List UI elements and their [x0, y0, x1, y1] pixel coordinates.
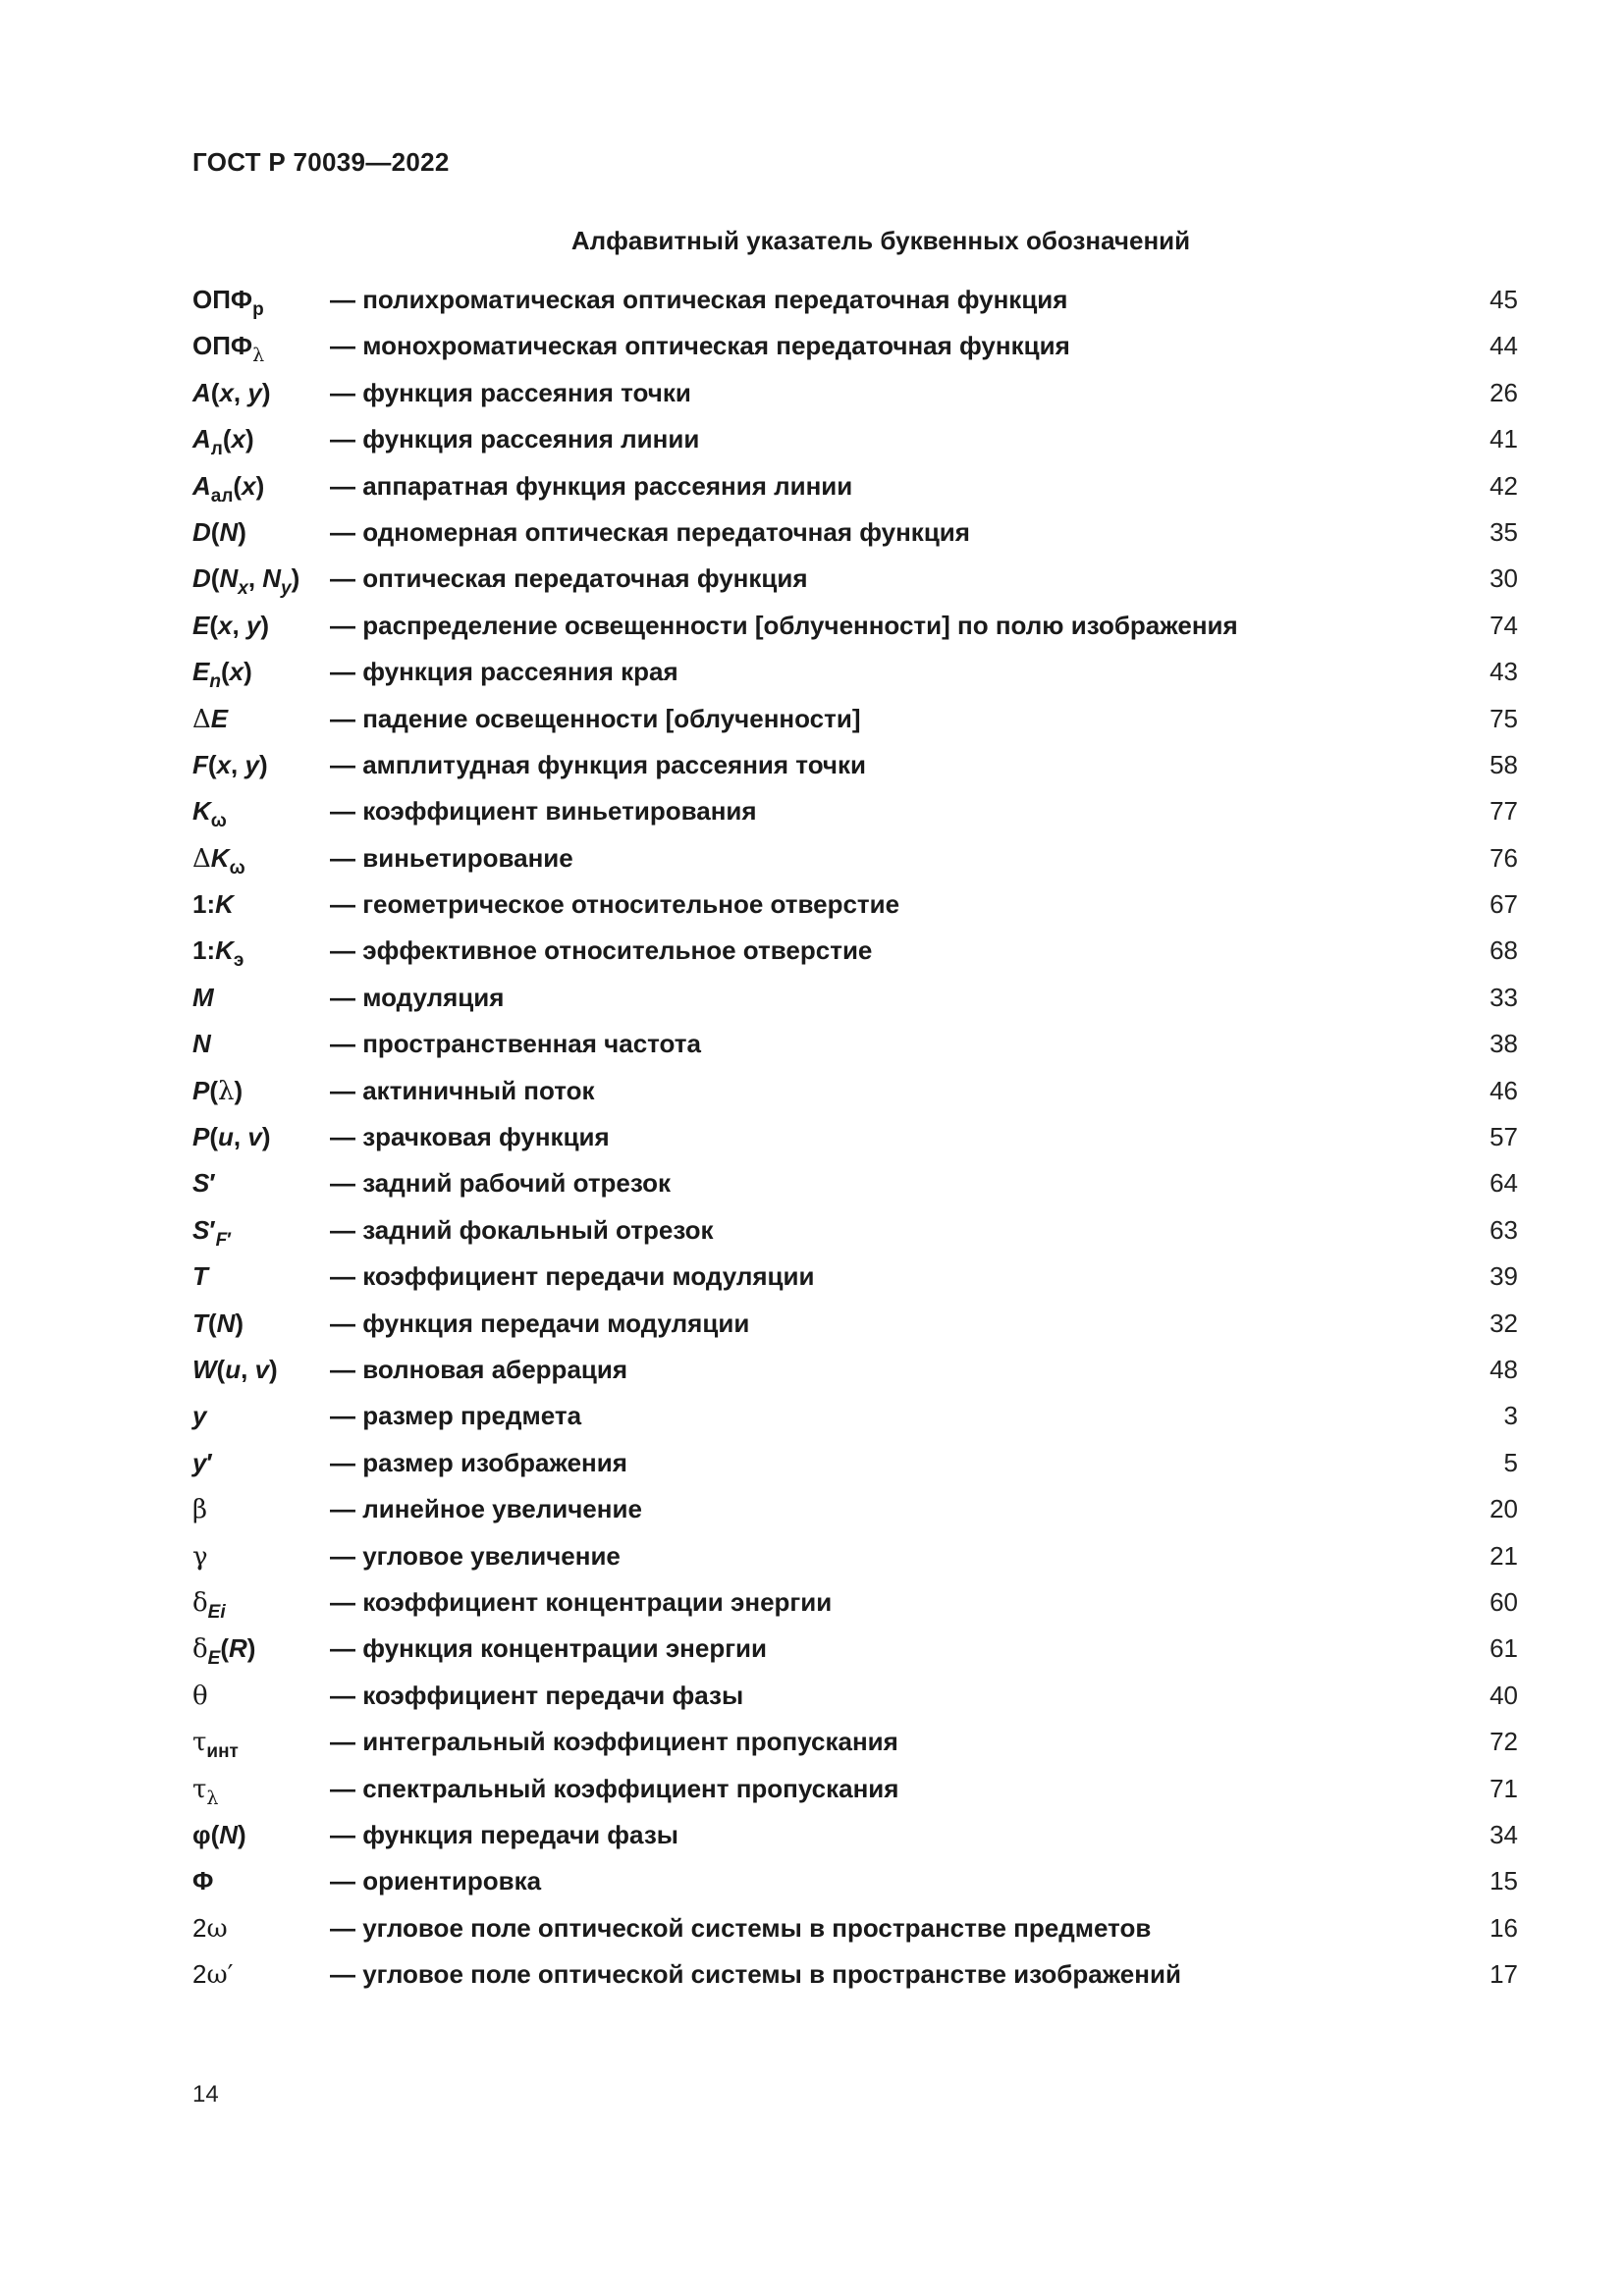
page-ref: 61: [1489, 1633, 1518, 1664]
list-item: [192, 793, 1518, 839]
list-item: [192, 1026, 1518, 1072]
description: — полихроматическая оптическая передаточная функция: [330, 285, 1068, 314]
page-ref: 3: [1503, 1401, 1518, 1431]
description: — размер предмета: [330, 1401, 582, 1431]
page-ref: 20: [1489, 1494, 1518, 1524]
list-item: [192, 886, 1518, 933]
list-item: [192, 1398, 1518, 1444]
page-ref: 48: [1489, 1354, 1518, 1384]
symbol: $\tau_\lambda$: [192, 1774, 219, 1809]
symbol: $S'_{F'}$: [192, 1214, 232, 1251]
symbol: Φ: [192, 1866, 214, 1896]
symbol: ΔE: [192, 703, 229, 734]
description: — функция рассеяния линии: [330, 424, 700, 454]
description: — волновая аберрация: [330, 1354, 628, 1384]
list-item: [192, 840, 1518, 886]
document-header: ГОСТ Р 70039—2022: [192, 147, 450, 177]
description: — эффективное относительное отверстие: [330, 935, 873, 966]
description: — оптическая передаточная функция: [330, 563, 808, 594]
symbol: $\delta_{Ei}$: [192, 1587, 226, 1623]
page-ref: 74: [1489, 610, 1518, 640]
description: — функция передачи модуляции: [330, 1308, 750, 1338]
page-ref: 71: [1489, 1773, 1518, 1803]
symbol: $D(N_x$, $N_y$): [192, 563, 300, 600]
symbol: γ: [192, 1541, 208, 1572]
list-item: [192, 1306, 1518, 1352]
symbol: β: [192, 1495, 208, 1525]
page-ref: 76: [1489, 842, 1518, 873]
list-item: [192, 1817, 1518, 1863]
list-item: [192, 1584, 1518, 1630]
symbol: $K_\omega$: [192, 796, 227, 832]
list-item: [192, 1073, 1518, 1119]
symbol: N: [192, 1029, 211, 1059]
page-ref: 41: [1489, 424, 1518, 454]
symbol: A(x, y): [192, 377, 271, 407]
page-number: 14: [192, 2081, 219, 2108]
description: — функция рассеяния края: [330, 657, 678, 687]
page-ref: 15: [1489, 1866, 1518, 1896]
description: — пространственная частота: [330, 1029, 701, 1059]
symbol: φ(N): [192, 1819, 246, 1849]
page-ref: 75: [1489, 703, 1518, 733]
symbol: T(N): [192, 1308, 244, 1338]
list-item: [192, 561, 1518, 607]
page-ref: 77: [1489, 796, 1518, 827]
list-item: [192, 1119, 1518, 1165]
symbol: F(x, y): [192, 749, 268, 779]
symbol: 2ω: [192, 1912, 228, 1944]
list-item: [192, 1724, 1518, 1770]
description: — коэффициент передачи фазы: [330, 1680, 744, 1710]
symbol: y′: [192, 1447, 213, 1477]
list-item: [192, 1352, 1518, 1398]
page-ref: 45: [1489, 285, 1518, 314]
description: — падение освещенности [облученности]: [330, 703, 861, 733]
symbol: D(N): [192, 516, 246, 547]
page-ref: 63: [1489, 1214, 1518, 1245]
list-item: [192, 375, 1518, 421]
symbol: $E_n(x)$: [192, 657, 252, 693]
list-item: [192, 701, 1518, 747]
description: — распределение освещенности [облученности] по полю изображения: [330, 610, 1238, 640]
page-ref: 72: [1489, 1727, 1518, 1757]
symbol: $ОПФ_p$: [192, 285, 264, 320]
page-ref: 38: [1489, 1029, 1518, 1059]
symbol: $ОПФ_\lambda$: [192, 331, 265, 367]
symbol: $A_{ал}(x)$: [192, 470, 265, 507]
list-item: [192, 1491, 1518, 1537]
list-item: [192, 980, 1518, 1026]
symbol: E(x, y): [192, 610, 270, 640]
page-ref: 26: [1489, 377, 1518, 407]
page-ref: 32: [1489, 1308, 1518, 1338]
page-ref: 17: [1489, 1959, 1518, 1990]
symbol: T: [192, 1261, 208, 1292]
description: — одномерная оптическая передаточная функция: [330, 516, 970, 547]
page-ref: 64: [1489, 1168, 1518, 1199]
page-ref: 40: [1489, 1680, 1518, 1710]
description: — задний фокальный отрезок: [330, 1214, 714, 1245]
list-item: [192, 1445, 1518, 1491]
list-item: [192, 1258, 1518, 1305]
symbol: 2ω′: [192, 1959, 234, 1991]
list-item: [192, 1863, 1518, 1909]
description: — аппаратная функция рассеяния линии: [330, 470, 853, 501]
symbol: $\tau_{инт}$: [192, 1728, 239, 1763]
page-ref: 5: [1503, 1447, 1518, 1477]
page-ref: 67: [1489, 889, 1518, 920]
symbol: W(u, v): [192, 1354, 278, 1384]
symbol: S′: [192, 1168, 216, 1199]
symbol: P(u, v): [192, 1122, 271, 1152]
description: — коэффициент передачи модуляции: [330, 1261, 815, 1292]
description: — угловое поле оптической системы в пространстве изображений: [330, 1959, 1181, 1990]
list-item: [192, 1678, 1518, 1724]
page-ref: 46: [1489, 1075, 1518, 1105]
description: — размер изображения: [330, 1447, 627, 1477]
page-ref: 30: [1489, 563, 1518, 594]
symbol: $1:K_э$: [192, 935, 244, 972]
list-item: [192, 1165, 1518, 1211]
description: — геометрическое относительное отверстие: [330, 889, 900, 920]
description: — ориентировка: [330, 1866, 542, 1896]
symbol: $\Delta K_\omega$: [192, 842, 245, 879]
page-ref: 42: [1489, 470, 1518, 501]
page-ref: 21: [1489, 1540, 1518, 1571]
page-ref: 60: [1489, 1586, 1518, 1617]
symbol: θ: [192, 1681, 208, 1711]
symbol: y: [192, 1401, 207, 1431]
page-ref: 34: [1489, 1819, 1518, 1849]
page-ref: 33: [1489, 982, 1518, 1012]
page-ref: 57: [1489, 1122, 1518, 1152]
description: — модуляция: [330, 982, 505, 1012]
page-ref: 39: [1489, 1261, 1518, 1292]
page-ref: 16: [1489, 1912, 1518, 1943]
list-item: [192, 608, 1518, 654]
description: — угловое увеличение: [330, 1540, 621, 1571]
description: — функция рассеяния точки: [330, 377, 691, 407]
description: — амплитудная функция рассеяния точки: [330, 749, 867, 779]
symbol: $A_л(x)$: [192, 424, 254, 460]
list-item: [192, 468, 1518, 514]
page-ref: 58: [1489, 749, 1518, 779]
list-item: [192, 1538, 1518, 1584]
description: — виньетирование: [330, 842, 573, 873]
list-item: [192, 421, 1518, 467]
description: — задний рабочий отрезок: [330, 1168, 672, 1199]
list-item: [192, 747, 1518, 793]
description: — коэффициент концентрации энергии: [330, 1586, 833, 1617]
symbol: M: [192, 982, 214, 1012]
list-item: [192, 282, 1518, 328]
description: — актиничный поток: [330, 1075, 595, 1105]
page-ref: 44: [1489, 331, 1518, 361]
description: — коэффициент виньетирования: [330, 796, 757, 827]
symbol: $\delta_E(R)$: [192, 1633, 256, 1670]
page-ref: 35: [1489, 516, 1518, 547]
description: — монохроматическая оптическая передаточная функция: [330, 331, 1070, 361]
description: — линейное увеличение: [330, 1494, 642, 1524]
page-ref: 43: [1489, 657, 1518, 687]
description: — спектральный коэффициент пропускания: [330, 1773, 899, 1803]
list-item: [192, 1212, 1518, 1258]
list-item: [192, 1771, 1518, 1817]
description: — интегральный коэффициент пропускания: [330, 1727, 898, 1757]
symbol: 1:K: [192, 889, 234, 920]
symbol-index-list: [192, 282, 1518, 2002]
list-item: [192, 328, 1518, 374]
description: — зрачковая функция: [330, 1122, 610, 1152]
list-item: [192, 514, 1518, 561]
list-item: [192, 1910, 1518, 1956]
page-ref: 68: [1489, 935, 1518, 966]
symbol: P(λ): [192, 1075, 244, 1106]
description: — функция концентрации энергии: [330, 1633, 768, 1664]
list-item: [192, 933, 1518, 979]
list-item: [192, 654, 1518, 700]
description: — угловое поле оптической системы в пространстве предметов: [330, 1912, 1152, 1943]
list-item: [192, 1630, 1518, 1677]
list-item: [192, 1956, 1518, 2002]
description: — функция передачи фазы: [330, 1819, 678, 1849]
index-title: Алфавитный указатель буквенных обозначений: [570, 226, 1191, 255]
